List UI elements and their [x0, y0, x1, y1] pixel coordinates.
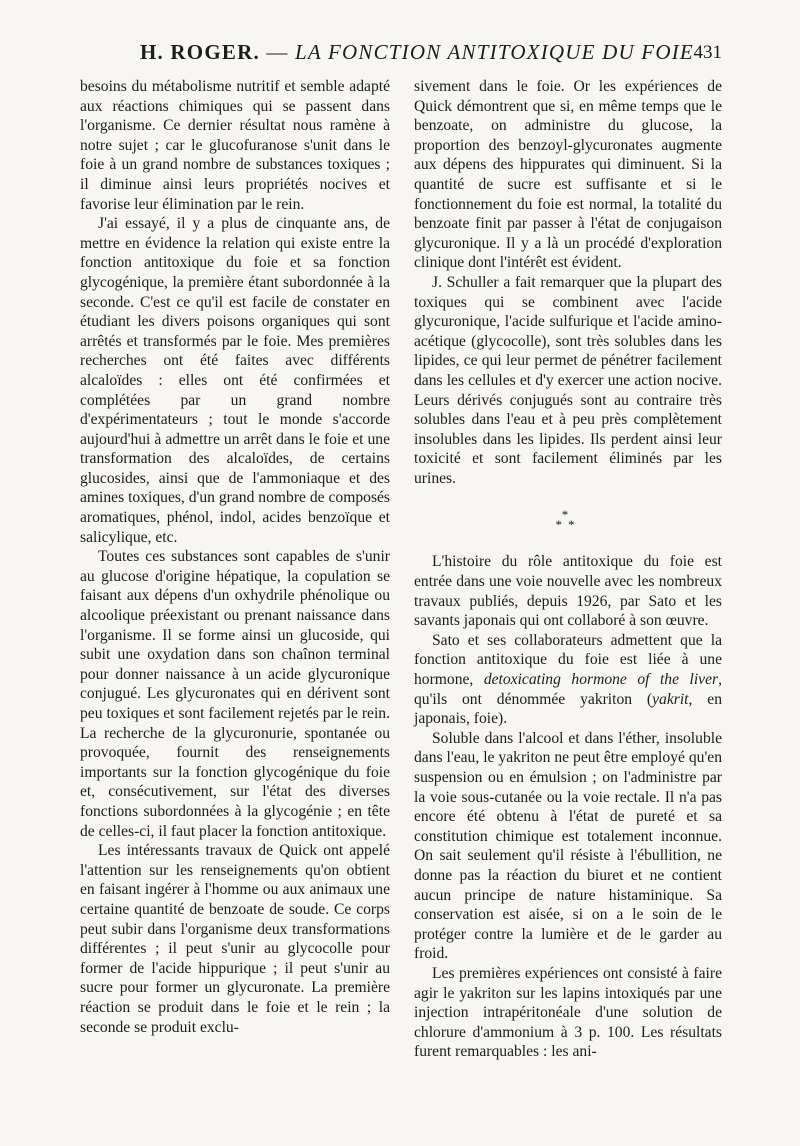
- section-asterism: [414, 507, 722, 533]
- left-column: [80, 77, 390, 1037]
- asterism-star: *: [561, 507, 575, 523]
- header-separator: —: [266, 40, 289, 64]
- paragraph: Les intéressants travaux de Quick ont appelé l'attention sur les renseignements qu'on obtient en faisant ingérer à l'homme ou aux animaux une certaine quantité de benzoate de soude. Ce corps peut subir dans l'organisme deux transformations différentes ; il peut s'unir au glycocolle pour former de l'acide hippurique ; il peut s'unir au sucre pour former un glycuronate. La première réaction se produit dans le foie et le rein ; la seconde se produit exclu-: [80, 842, 390, 1036]
- paragraph-hormone: [414, 631, 722, 729]
- running-header: [80, 40, 720, 70]
- asterism-star-pair: **: [555, 517, 581, 533]
- text-run: , qu'ils ont dénommée yakriton (: [414, 671, 722, 708]
- header-title: [140, 40, 694, 65]
- page-number: 431: [693, 42, 722, 63]
- paragraph: L'histoire du rôle antitoxique du foie est entrée dans une voie nouvelle avec les nombreux travaux publiés, depuis 1926, par Sato et les savants japonais qui ont collaboré à son œuvre.: [414, 553, 722, 630]
- text-run: , en japonais, foie).: [414, 690, 723, 728]
- paragraph: J'ai essayé, il y a plus de cinquante ans, de mettre en évidence la relation qui existe entre la fonction antitoxique du foie et sa fonction glycogénique, la première étant subordonnée à la seconde. C'est ce qu'il est facile de constater en étudiant les divers poisons organiques qui sont arrêtés et transformés par le foie. Mes premières recherches ont été faites avec différents alcaloïdes : elles ont été confirmées et complétées par un grand nombre d'expérimentateurs ; tout le monde s'accorde aujourd'hui à admettre un arrêt dans le foie et une transformation des alcaloïdes, de certains glucosides, ainsi que de l'ammoniaque et des amines toxiques, d'un grand nombre de composés aromatiques, phénol, indol, acides benzoïque et salicylique, etc.: [80, 215, 390, 546]
- text-run: Sato et ses collaborateurs admettent que la fonction antitoxique du foie est liée à une hormone,: [414, 631, 722, 689]
- header-running-title: LA FONCTION ANTITOXIQUE DU FOIE: [295, 40, 694, 64]
- paragraph: Soluble dans l'alcool et dans l'éther, insoluble dans l'eau, le yakriton ne peut être employé qu'en suspension ou en émulsion ; on l'administre par la voie sous-cutanée ou la voie rectale. Il n'a pas encore été obtenu à l'état de pureté et sa constitution chimique est totalement inconnue. On sait seulement qu'il résiste à l'ébullition, ne donne pas la réaction du biuret et ne contient aucun principe de nature histaminique. Sa conservation est aisée, si on a le soin de le protéger contre la lumière et de le garder au froid.: [414, 729, 722, 963]
- paragraph: sivement dans le foie. Or les expériences de Quick démontrent que si, en même temps que le benzoate, on administre du glucose, la proportion des benzoyl-glycuronates augmente aux dépens des hippurates qui diminuent. Si la quantité de sucre est suffisante et si le fonctionnement du foie est normal, la totalité du benzoate finit par passer à l'état de conjugaison glycuronique. Il y a là un procédé d'exploration clinique dont l'intérêt est évident.: [414, 78, 722, 272]
- paragraph: besoins du métabolisme nutritif et semble adapté aux réactions chimiques qui se passent dans l'organisme. Ce dernier résultat nous ramène à notre sujet ; car le glucofuranose s'unit dans le foie à un grand nombre de substances toxiques ; il diminue ainsi leurs propriétés nocives et favorise leur élimination par le rein.: [80, 78, 390, 213]
- italic-term: detoxicating hormone of the liver: [483, 671, 719, 689]
- paragraph: Toutes ces substances sont capables de s'unir au glucose d'origine hépatique, la copulation se faisant aux dépens d'un oxhydrile phénolique ou alcoolique préexistant ou prenant naissance dans l'organisme. Il se forme ainsi un glucoside, qui subit une oxydation dans son chaînon terminal pour donner naissance à un acide glycuronique conjugué. Les glycuronates qui en dérivent sont peu toxiques et sont facilement rejetés par le rein. La recherche de la glycuronurie, spontanée ou provoquée, fournit des renseignements importants sur la fonction glycogénique du foie et, consécutivement, sur l'état des diverses fonctions subordonnées à la glycogénie ; en tête de celles-ci, il faut placer la fonction antitoxique.: [80, 548, 390, 840]
- paragraph: J. Schuller a fait remarquer que la plupart des toxiques qui se combinent avec l'acide glycuronique, l'acide sulfurique et l'acide amino-acétique (glycocolle), sont très solubles dans les lipides, ce qui leur permet de pénétrer facilement dans les cellules et d'y exercer une action nocive. Leurs dérivés conjugués sont au contraire très solubles dans l'eau et à peu près complètement insolubles dans les lipides. Ils perdent ainsi leur toxicité et sont facilement éliminés par les urines.: [414, 273, 722, 487]
- paragraph: Les premières expériences ont consisté à faire agir le yakriton sur les lapins intoxiqués par une injection intrapéritonéale d'une solution de chlorure d'ammonium à 3 p. 100. Les résultats furent remarquables : les ani-: [414, 964, 722, 1061]
- italic-term: yakrit: [652, 690, 689, 708]
- header-author: H. ROGER.: [140, 40, 260, 64]
- right-column: [414, 77, 722, 1062]
